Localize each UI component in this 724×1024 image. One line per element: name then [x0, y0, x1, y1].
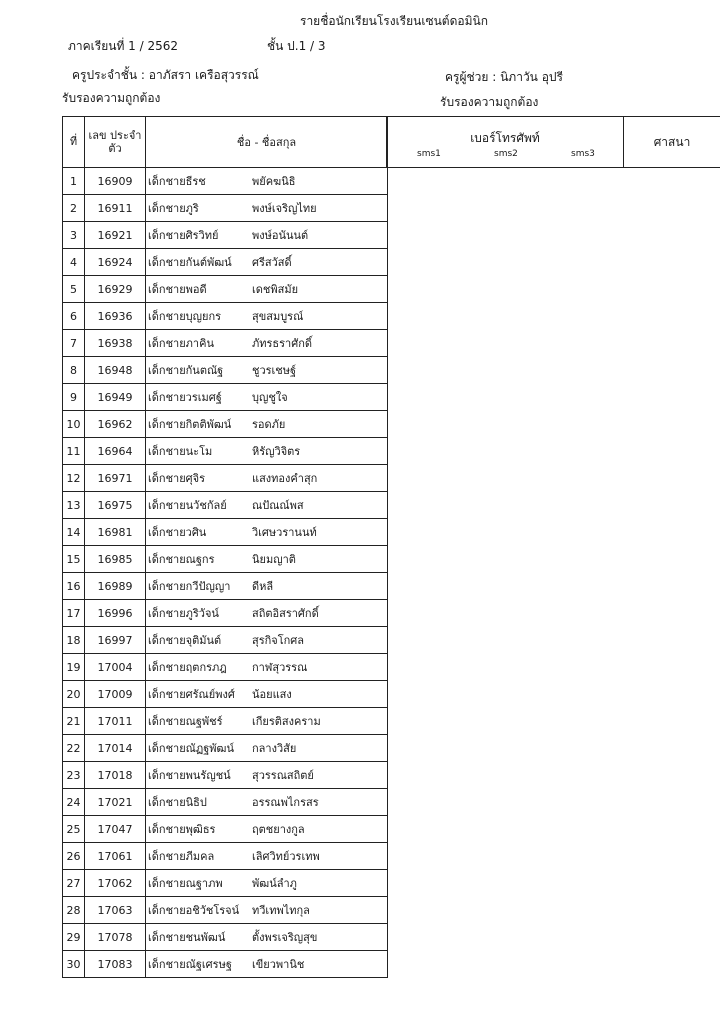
certify-left: รับรองความถูกต้อง — [62, 91, 161, 105]
last-name: เลิศวิทย์วรเทพ — [252, 850, 320, 863]
student-name — [146, 951, 388, 978]
student-id: 16938 — [85, 330, 146, 357]
first-name: เด็กชายศุจิร — [148, 472, 205, 485]
table-row — [63, 789, 388, 816]
student-name — [146, 249, 388, 276]
sms2-header: sms2 — [494, 149, 518, 159]
first-name: เด็กชายอชิวัชโรจน์ — [148, 904, 240, 917]
student-name — [146, 870, 388, 897]
first-name: เด็กชายณฐกร — [148, 553, 215, 566]
student-name — [146, 384, 388, 411]
row-number: 5 — [63, 276, 85, 303]
student-name — [146, 789, 388, 816]
first-name: เด็กชายวศิน — [148, 526, 207, 539]
student-name — [146, 492, 388, 519]
page-title: รายชื่อนักเรียนโรงเรียนเซนต์ดอมินิก — [300, 14, 488, 28]
row-number: 24 — [63, 789, 85, 816]
last-name: กาฬสุวรรณ — [252, 661, 308, 674]
first-name: เด็กชายธีรช — [148, 175, 206, 188]
last-name: ตั้งพรเจริญสุข — [252, 931, 318, 944]
student-id: 16985 — [85, 546, 146, 573]
student-id: 16975 — [85, 492, 146, 519]
student-name — [146, 843, 388, 870]
row-number: 19 — [63, 654, 85, 681]
student-name — [146, 708, 388, 735]
table-row — [63, 519, 388, 546]
table-row — [63, 762, 388, 789]
first-name: เด็กชายบุญยกร — [148, 310, 222, 323]
table-row — [63, 654, 388, 681]
first-name: เด็กชายกวีปัญญา — [148, 580, 231, 593]
student-id: 16971 — [85, 465, 146, 492]
row-number: 14 — [63, 519, 85, 546]
table-row — [63, 600, 388, 627]
student-id: 16911 — [85, 195, 146, 222]
last-name: สุรกิจโกศล — [252, 634, 305, 647]
first-name: เด็กชายณัฐเศรษฐ — [148, 958, 232, 971]
student-name — [146, 735, 388, 762]
table-row — [63, 384, 388, 411]
student-name — [146, 465, 388, 492]
last-name: เขียวพานิช — [252, 958, 305, 971]
table-row — [63, 924, 388, 951]
table-row — [63, 546, 388, 573]
row-number: 11 — [63, 438, 85, 465]
student-name — [146, 357, 388, 384]
student-name — [146, 654, 388, 681]
table-row — [63, 438, 388, 465]
first-name: เด็กชายนวัชกัลย์ — [148, 499, 227, 512]
student-id: 16924 — [85, 249, 146, 276]
student-id: 16962 — [85, 411, 146, 438]
sms3-header: sms3 — [571, 149, 595, 159]
student-id: 17021 — [85, 789, 146, 816]
col-no-header: ที่ — [63, 117, 85, 168]
assistant-teacher: ครูผู้ช่วย : นิภาวัน อุปรี — [445, 70, 563, 84]
student-id: 17061 — [85, 843, 146, 870]
table-row — [63, 681, 388, 708]
table-row — [63, 168, 388, 195]
phone-header — [387, 117, 624, 168]
student-id: 17018 — [85, 762, 146, 789]
table-row — [63, 951, 388, 978]
table-row — [63, 735, 388, 762]
row-number: 29 — [63, 924, 85, 951]
student-name — [146, 816, 388, 843]
first-name: เด็กชายฤตกรภฎ — [148, 661, 227, 674]
first-name: เด็กชายกิตติพัฒน์ — [148, 418, 232, 431]
student-id: 17063 — [85, 897, 146, 924]
last-name: อรรณพไกรสร — [252, 796, 319, 809]
table-row — [63, 897, 388, 924]
last-name: เดชพิสมัย — [252, 283, 299, 296]
first-name: เด็กชายณัฏฐพัฒน์ — [148, 742, 235, 755]
first-name: เด็กชายพุฒิธร — [148, 823, 216, 836]
sms1-header: sms1 — [417, 149, 441, 159]
last-name: พงษ์เจริญไทย — [252, 202, 317, 215]
homeroom-teacher: ครูประจำชั้น : อาภัสรา เครือสุวรรณ์ — [72, 68, 259, 82]
extra-columns-header — [386, 116, 720, 168]
table-row — [63, 492, 388, 519]
student-name — [146, 627, 388, 654]
first-name: เด็กชายภีมคล — [148, 850, 215, 863]
student-name — [146, 195, 388, 222]
last-name: บุญชูใจ — [252, 391, 288, 404]
table-row — [63, 816, 388, 843]
table-row — [63, 465, 388, 492]
table-row — [63, 708, 388, 735]
last-name: แสงทองคำสุก — [252, 472, 318, 485]
col-id-header: เลข ประจำตัว — [85, 117, 146, 168]
last-name: ณปัณณ์พส — [252, 499, 304, 512]
student-id: 16997 — [85, 627, 146, 654]
first-name: เด็กชายพนรัญชน์ — [148, 769, 231, 782]
first-name: เด็กชายณฐาภพ — [148, 877, 223, 890]
student-name — [146, 168, 388, 195]
last-name: พัฒน์ลำภู — [252, 877, 297, 890]
row-number: 25 — [63, 816, 85, 843]
first-name: เด็กชายพอดี — [148, 283, 207, 296]
table-row — [63, 330, 388, 357]
student-name — [146, 924, 388, 951]
row-number: 15 — [63, 546, 85, 573]
row-number: 10 — [63, 411, 85, 438]
row-number: 20 — [63, 681, 85, 708]
last-name: น้อยแสง — [252, 688, 292, 701]
student-id: 17004 — [85, 654, 146, 681]
table-row — [63, 870, 388, 897]
row-number: 4 — [63, 249, 85, 276]
row-number: 26 — [63, 843, 85, 870]
last-name: เกียรติสงคราม — [252, 715, 321, 728]
last-name: นิยมญาติ — [252, 553, 296, 566]
student-name — [146, 762, 388, 789]
student-id: 17083 — [85, 951, 146, 978]
last-name: พยัคฆนิธิ — [252, 175, 296, 188]
student-name — [146, 303, 388, 330]
student-id: 17014 — [85, 735, 146, 762]
first-name: เด็กชายกันต์พัฒน์ — [148, 256, 232, 269]
last-name: สุวรรณสถิตย์ — [252, 769, 314, 782]
table-row — [63, 195, 388, 222]
row-number: 1 — [63, 168, 85, 195]
religion-header: ศาสนา — [624, 117, 721, 168]
col-name-header: ชื่อ - ชื่อสกุล — [146, 117, 388, 168]
row-number: 22 — [63, 735, 85, 762]
last-name: ดีหลี — [252, 580, 274, 593]
extra-header-row — [387, 117, 721, 168]
row-number: 18 — [63, 627, 85, 654]
student-list — [63, 168, 388, 978]
row-number: 3 — [63, 222, 85, 249]
student-id: 16921 — [85, 222, 146, 249]
table-row — [63, 357, 388, 384]
last-name: พงษ์อนันนต์ — [252, 229, 309, 242]
student-name — [146, 519, 388, 546]
student-id: 16909 — [85, 168, 146, 195]
row-number: 23 — [63, 762, 85, 789]
student-id: 17047 — [85, 816, 146, 843]
row-number: 9 — [63, 384, 85, 411]
student-id: 16949 — [85, 384, 146, 411]
student-name — [146, 600, 388, 627]
student-id: 17009 — [85, 681, 146, 708]
phone-title: เบอร์โทรศัพท์ — [470, 131, 540, 145]
first-name: เด็กชายนะโม — [148, 445, 213, 458]
table-row — [63, 276, 388, 303]
student-name — [146, 546, 388, 573]
student-name — [146, 330, 388, 357]
row-number: 7 — [63, 330, 85, 357]
student-id: 16929 — [85, 276, 146, 303]
student-id: 16996 — [85, 600, 146, 627]
table-row — [63, 222, 388, 249]
table-row — [63, 627, 388, 654]
row-number: 16 — [63, 573, 85, 600]
row-number: 12 — [63, 465, 85, 492]
first-name: เด็กชายกันตณัฐ — [148, 364, 224, 377]
student-id: 16948 — [85, 357, 146, 384]
row-number: 6 — [63, 303, 85, 330]
student-id: 16936 — [85, 303, 146, 330]
last-name: ศรีสวัสดิ์ — [252, 256, 292, 269]
row-number: 17 — [63, 600, 85, 627]
table-row — [63, 411, 388, 438]
last-name: สุขสมบูรณ์ — [252, 310, 304, 323]
row-number: 28 — [63, 897, 85, 924]
last-name: หิรัญวิจิตร — [252, 445, 301, 458]
first-name: เด็กชายวรเมศฐ์ — [148, 391, 222, 404]
student-id: 17078 — [85, 924, 146, 951]
table-row — [63, 303, 388, 330]
first-name: เด็กชายณฐพัชร์ — [148, 715, 223, 728]
first-name: เด็กชายชนพัฒน์ — [148, 931, 226, 944]
row-number: 21 — [63, 708, 85, 735]
student-name — [146, 222, 388, 249]
student-name — [146, 411, 388, 438]
last-name: รอดภัย — [252, 418, 286, 431]
first-name: เด็กชายศรัณย์พงศ์ — [148, 688, 235, 701]
last-name: วิเศษวรานนท์ — [252, 526, 317, 539]
row-number: 13 — [63, 492, 85, 519]
student-name — [146, 897, 388, 924]
semester-label: ภาคเรียนที่ 1 / 2562 — [68, 39, 179, 53]
table-row — [63, 573, 388, 600]
student-name — [146, 681, 388, 708]
last-name: สถิตอิสราศักดิ์ — [252, 607, 319, 620]
row-number: 27 — [63, 870, 85, 897]
certify-right: รับรองความถูกต้อง — [440, 95, 539, 109]
last-name: ภัทรธราศักดิ์ — [252, 337, 312, 350]
student-name — [146, 438, 388, 465]
last-name: ทวีเทพไทกุล — [252, 904, 310, 917]
student-table — [62, 116, 388, 978]
first-name: เด็กชายภูริวัจน์ — [148, 607, 219, 620]
row-number: 8 — [63, 357, 85, 384]
table-row — [63, 843, 388, 870]
grade-label: ชั้น ป.1 / 3 — [267, 39, 326, 53]
first-name: เด็กชายภาคิน — [148, 337, 214, 350]
row-number: 30 — [63, 951, 85, 978]
student-name — [146, 276, 388, 303]
first-name: เด็กชายศิรวิทย์ — [148, 229, 219, 242]
student-id: 17011 — [85, 708, 146, 735]
first-name: เด็กชายนิธิป — [148, 796, 207, 809]
table-header-row — [63, 117, 388, 168]
last-name: ชูวรเชษฐ์ — [252, 364, 297, 377]
student-id: 16989 — [85, 573, 146, 600]
student-name — [146, 573, 388, 600]
student-id: 16981 — [85, 519, 146, 546]
last-name: ฤตชยางกูล — [252, 823, 305, 836]
first-name: เด็กชายภูริ — [148, 202, 199, 215]
last-name: กลางวิสัย — [252, 742, 297, 755]
student-id: 16964 — [85, 438, 146, 465]
student-id: 17062 — [85, 870, 146, 897]
table-row — [63, 249, 388, 276]
row-number: 2 — [63, 195, 85, 222]
first-name: เด็กชายจุติมันต์ — [148, 634, 222, 647]
